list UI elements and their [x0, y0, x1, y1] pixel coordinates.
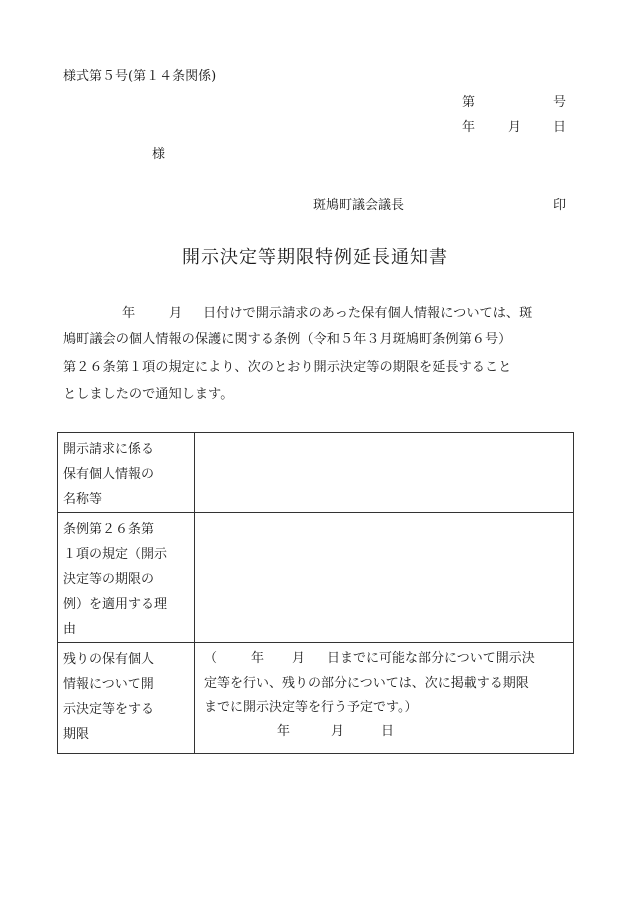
remark-paren-open: （ [204, 651, 218, 666]
remark-line-3: までに開示決定等を行う予定です。） [204, 700, 418, 715]
row-value-target-info[interactable] [195, 433, 574, 513]
row-value-remaining-deadline[interactable] [195, 643, 574, 754]
seal-mark: 印 [553, 198, 567, 213]
label-line: 情報について開 [63, 677, 154, 692]
remark-line-2: 定等を行い、残りの部分については、次に掲載する期限 [204, 676, 529, 691]
label-line: 保有個人情報の [63, 467, 155, 482]
document-number-suffix: 号 [553, 95, 567, 110]
remark-line-1: 日までに可能な部分について開示決 [327, 651, 535, 666]
label-line: 由 [63, 622, 77, 637]
table-row [58, 643, 574, 754]
label-line: 開示請求に係る [63, 442, 155, 457]
label-line: 名称等 [63, 492, 103, 507]
remark-deadline-month: 月 [331, 724, 345, 739]
remark-deadline-day: 日 [381, 724, 395, 739]
recipient-honorific: 様 [152, 147, 166, 162]
info-table [57, 432, 574, 754]
row-label-target-info [58, 433, 195, 513]
remark-month-label: 月 [292, 651, 306, 666]
remark-year-label: 年 [251, 651, 265, 666]
row-label-remaining-deadline [58, 643, 195, 754]
body-line-2: 鳩町議会の個人情報の保護に関する条例（令和５年３月斑鳩町条例第６号） [63, 332, 512, 347]
label-line: １項の規定（開示 [63, 547, 168, 562]
label-line: 条例第２６条第 [63, 522, 155, 537]
row-label-reason [58, 513, 195, 643]
label-line: 決定等の期限の [63, 572, 155, 587]
label-line: 示決定等をする [63, 702, 155, 717]
label-line: 残りの保有個人 [63, 652, 155, 667]
table-row [58, 513, 574, 643]
form-number: 様式第５号(第１４条関係) [63, 69, 217, 84]
table-row [58, 433, 574, 513]
remark-deadline-year: 年 [277, 724, 291, 739]
body-line-4: としましたので通知します。 [63, 387, 234, 402]
body-year-label: 年 [122, 306, 136, 321]
date-day-label: 日 [553, 120, 567, 135]
row-value-reason[interactable] [195, 513, 574, 643]
body-month-label: 月 [169, 306, 183, 321]
body-line-1: 日付けで開示請求のあった保有個人情報については、斑 [203, 306, 533, 321]
date-month-label: 月 [508, 120, 522, 135]
document-title: 開示決定等期限特例延長通知書 [182, 247, 448, 268]
document-number-prefix: 第 [462, 95, 476, 110]
body-line-3: 第２６条第１項の規定により、次のとおり開示決定等の期限を延長すること [63, 360, 512, 375]
date-year-label: 年 [462, 120, 476, 135]
label-line: 例）を適用する理 [63, 597, 168, 612]
sender-title: 斑鳩町議会議長 [313, 198, 405, 213]
label-line: 期限 [63, 727, 90, 742]
